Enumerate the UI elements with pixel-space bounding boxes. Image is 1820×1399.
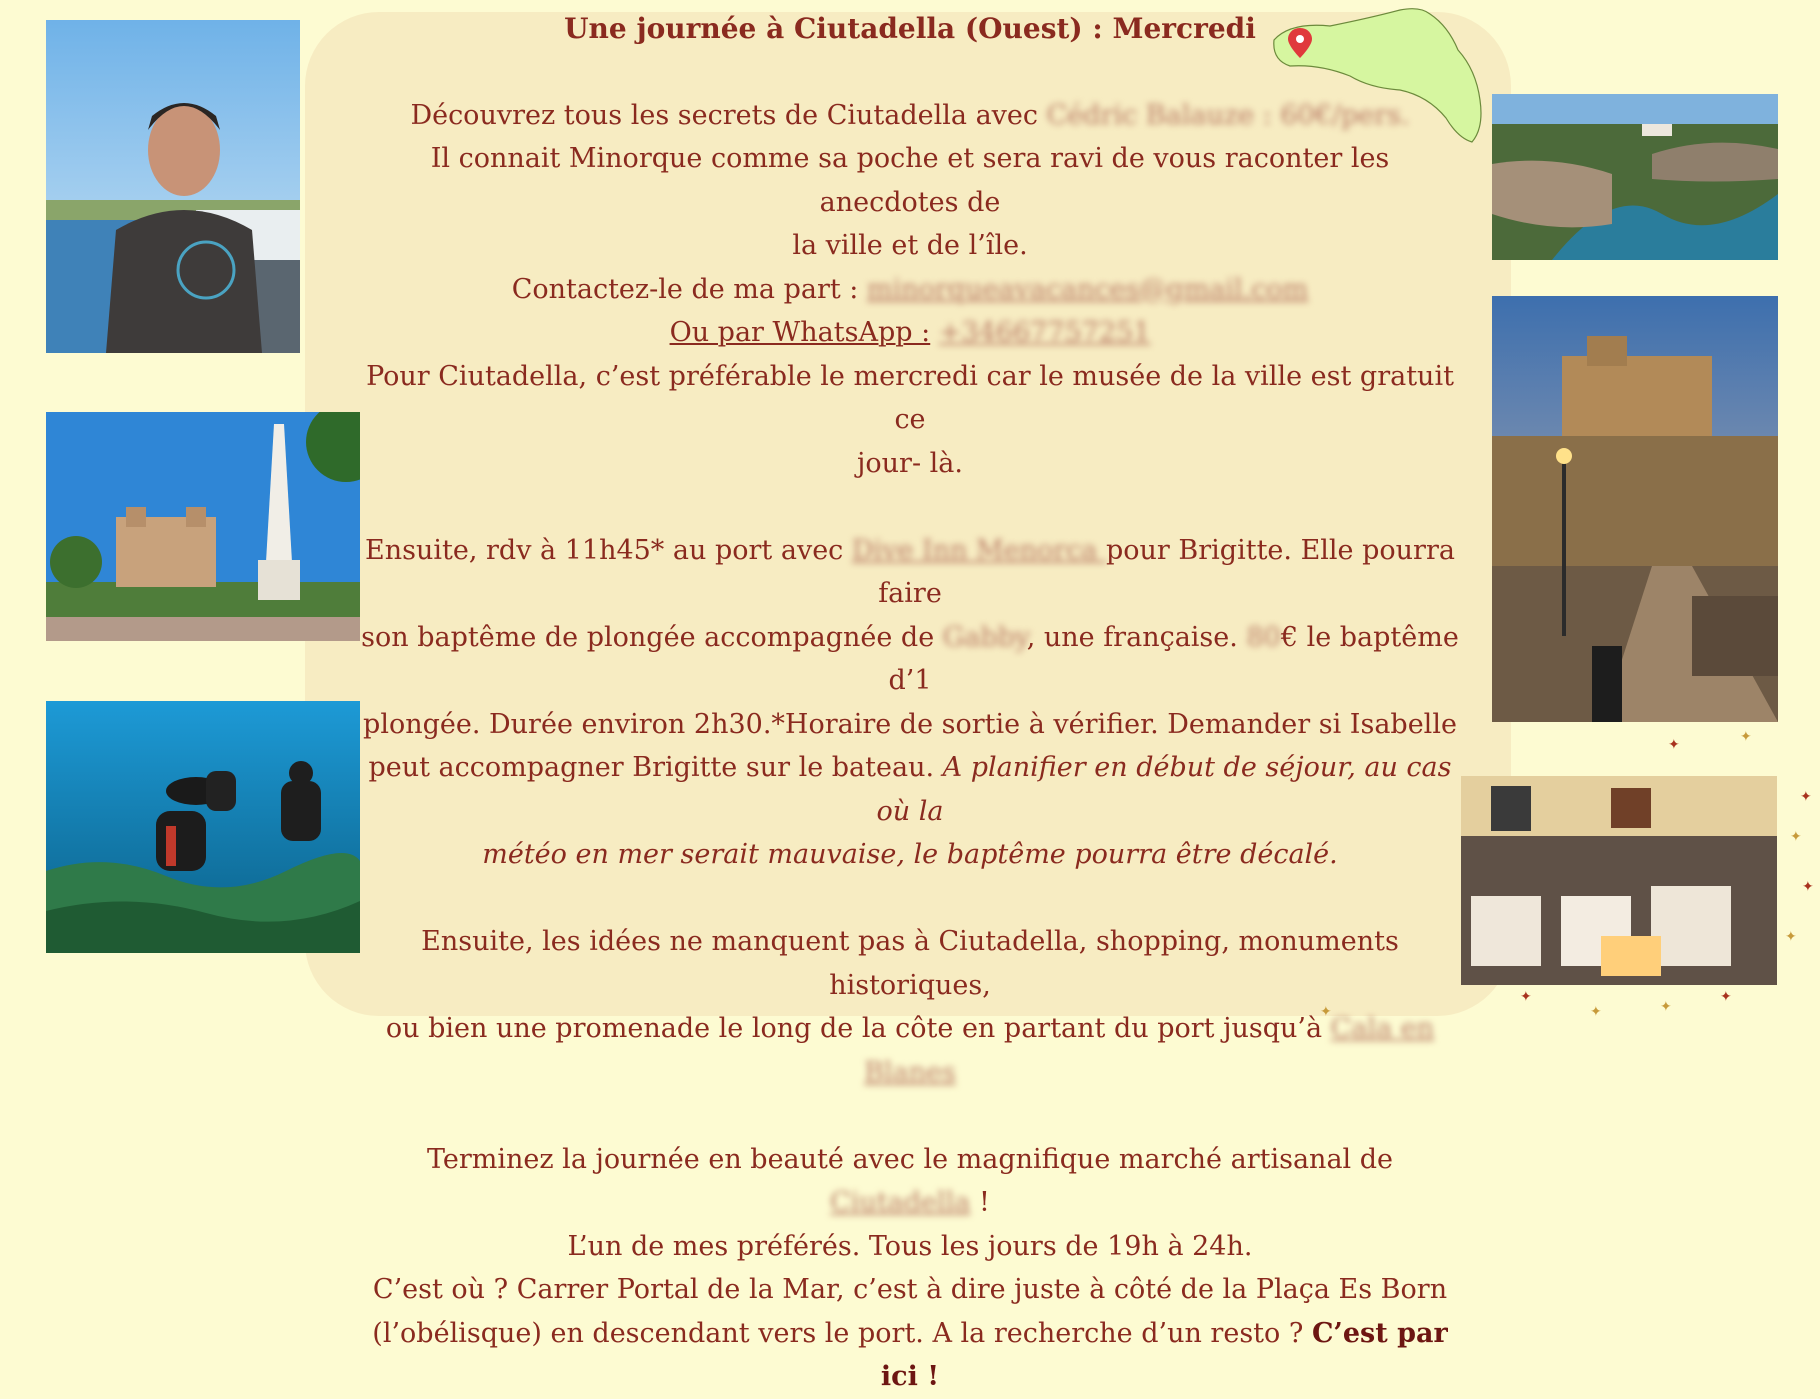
cove-coast-photo bbox=[1492, 94, 1778, 260]
intro-line-5: jour- là. bbox=[857, 447, 963, 479]
intro-line-1: Découvrez tous les secrets de Ciutadella avec Cédric Balauze : 60€/pers. bbox=[410, 99, 1410, 131]
intro-line-4: Pour Ciutadella, c’est préférable le mercredi car le musée de la ville est gratuit ce bbox=[366, 360, 1454, 435]
intro-line-3: la ville et de l’île. bbox=[792, 230, 1028, 261]
market-line-2: L’un de mes préférés. Tous les jours de 19h à 24h. bbox=[567, 1230, 1253, 1262]
restaurant-link[interactable]: C’est par ici ! bbox=[880, 1317, 1448, 1392]
contact-email-link[interactable]: minorqueavacances@gmail.com bbox=[867, 273, 1309, 305]
market-line-3: C’est où ? Carrer Portal de la Mar, c’est à dire juste à côté de la Plaça Es Born bbox=[372, 1274, 1448, 1305]
dive-line-4: peut accompagner Brigitte sur le bateau. A planifier en début de séjour, au cas où la bbox=[368, 752, 1452, 827]
dive-price-redacted: 80 bbox=[1246, 621, 1281, 653]
itinerary-text bbox=[360, 8, 1460, 1399]
whatsapp-line[interactable] bbox=[360, 311, 1460, 355]
planning-note: A planifier en début de séjour, au cas où la bbox=[876, 752, 1452, 827]
page-title: Une journée à Ciutadella (Ouest) : Mercredi bbox=[564, 12, 1256, 45]
dive-line-2: son baptême de plongée accompagnée de Gabby, une française. 80€ le baptême d’1 bbox=[361, 621, 1459, 696]
guide-portrait-photo bbox=[46, 20, 300, 353]
guide-name-price-redacted: Cédric Balauze : 60€/pers. bbox=[1046, 99, 1410, 131]
ideas-line-1: Ensuite, les idées ne manquent pas à Ciutadella, shopping, monuments historiques, bbox=[421, 926, 1399, 1001]
cala-link[interactable]: Cala en Blanes bbox=[864, 1013, 1435, 1088]
dive-line-5: météo en mer serait mauvaise, le baptême pourra être décalé. bbox=[482, 839, 1338, 870]
contact-line: Contactez-le de ma part : minorqueavacances@gmail.com bbox=[511, 273, 1309, 305]
instructor-name-redacted: Gabby bbox=[942, 621, 1027, 653]
dive-center-link[interactable]: Dive Inn Menorca bbox=[851, 534, 1106, 566]
whatsapp-number-redacted[interactable]: +34667757251 bbox=[938, 317, 1151, 348]
ciutadella-link[interactable]: Ciutadella bbox=[830, 1187, 971, 1218]
night-market-photo bbox=[1461, 776, 1777, 985]
intro-line-2: Il connait Minorque comme sa poche et sera ravi de vous raconter les anecdotes de bbox=[430, 143, 1390, 218]
ideas-line-2: ou bien une promenade le long de la côte en partant du port jusqu’à Cala en Blanes bbox=[385, 1013, 1435, 1088]
whatsapp-link[interactable]: Ou par WhatsApp : bbox=[669, 317, 931, 348]
dive-line-3: plongée. Durée environ 2h30.*Horaire de sortie à vérifier. Demander si Isabelle bbox=[363, 708, 1457, 740]
palace-night-photo bbox=[1492, 296, 1778, 722]
scuba-divers-photo bbox=[46, 701, 360, 953]
market-line-1: Terminez la journée en beauté avec le magnifique marché artisanal de Ciutadella ! bbox=[426, 1143, 1394, 1218]
market-line-4: (l’obélisque) en descendant vers le port. A la recherche d’un resto ? C’est par ici ! bbox=[372, 1317, 1448, 1392]
dive-line-1: Ensuite, rdv à 11h45* au port avec Dive Inn Menorca pour Brigitte. Elle pourra faire bbox=[365, 534, 1455, 609]
obelisk-plaza-photo bbox=[46, 412, 360, 641]
